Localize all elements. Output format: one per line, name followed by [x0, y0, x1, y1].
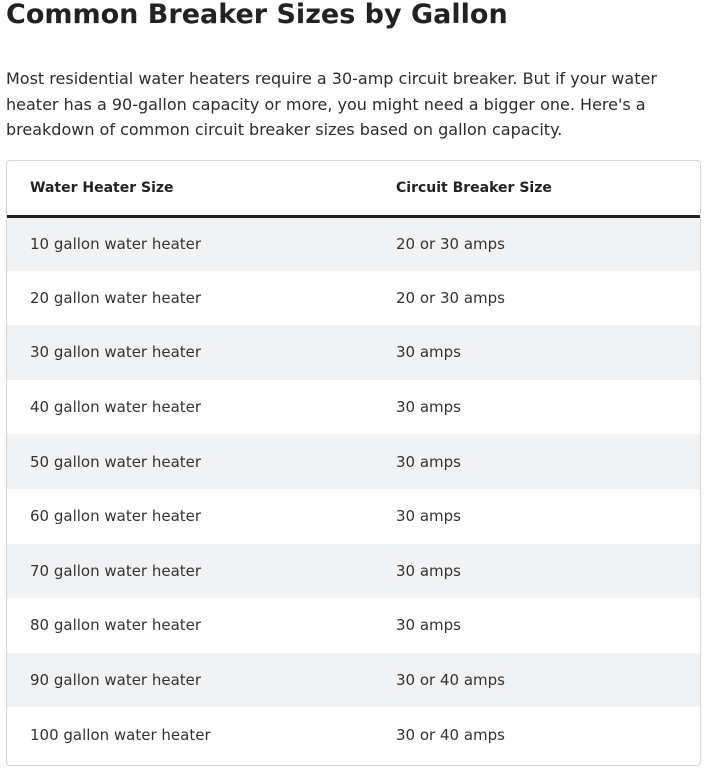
breaker-size-table: [7, 161, 700, 762]
cell-breaker-size: 30 amps: [373, 598, 700, 653]
cell-heater-size: 80 gallon water heater: [7, 598, 373, 653]
cell-breaker-size: 20 or 30 amps: [373, 271, 700, 326]
cell-heater-size: 20 gallon water heater: [7, 271, 373, 326]
table-row: [7, 380, 700, 435]
cell-heater-size: 90 gallon water heater: [7, 653, 373, 708]
cell-breaker-size: 30 amps: [373, 489, 700, 544]
table-header-row: [7, 161, 700, 216]
cell-heater-size: 100 gallon water heater: [7, 707, 373, 762]
cell-heater-size: 40 gallon water heater: [7, 380, 373, 435]
cell-heater-size: 60 gallon water heater: [7, 489, 373, 544]
cell-breaker-size: 30 amps: [373, 380, 700, 435]
header-water-heater-size: Water Heater Size: [7, 161, 373, 216]
cell-heater-size: 70 gallon water heater: [7, 544, 373, 599]
table-row: [7, 216, 700, 271]
table-row: [7, 598, 700, 653]
intro-paragraph: Most residential water heaters require a 30-amp circuit breaker. But if your water heater has a 90-gallon capacity or more, you might need a bigger one. Here's a breakdown of common circuit breaker sizes based on gallon capacity.: [6, 69, 657, 139]
cell-breaker-size: 20 or 30 amps: [373, 216, 700, 271]
cell-breaker-size: 30 amps: [373, 544, 700, 599]
cell-breaker-size: 30 amps: [373, 434, 700, 489]
breaker-size-table-container: [6, 160, 701, 766]
table-row: [7, 489, 700, 544]
header-circuit-breaker-size: Circuit Breaker Size: [373, 161, 700, 216]
table-row: [7, 707, 700, 762]
cell-heater-size: 10 gallon water heater: [7, 216, 373, 271]
cell-heater-size: 30 gallon water heater: [7, 325, 373, 380]
table-row: [7, 271, 700, 326]
table-row: [7, 653, 700, 708]
section-title: Common Breaker Sizes by Gallon: [6, 0, 508, 30]
cell-breaker-size: 30 or 40 amps: [373, 653, 700, 708]
cell-breaker-size: 30 amps: [373, 325, 700, 380]
cell-heater-size: 50 gallon water heater: [7, 434, 373, 489]
table-row: [7, 325, 700, 380]
cell-breaker-size: 30 or 40 amps: [373, 707, 700, 762]
table-row: [7, 434, 700, 489]
table-row: [7, 544, 700, 599]
